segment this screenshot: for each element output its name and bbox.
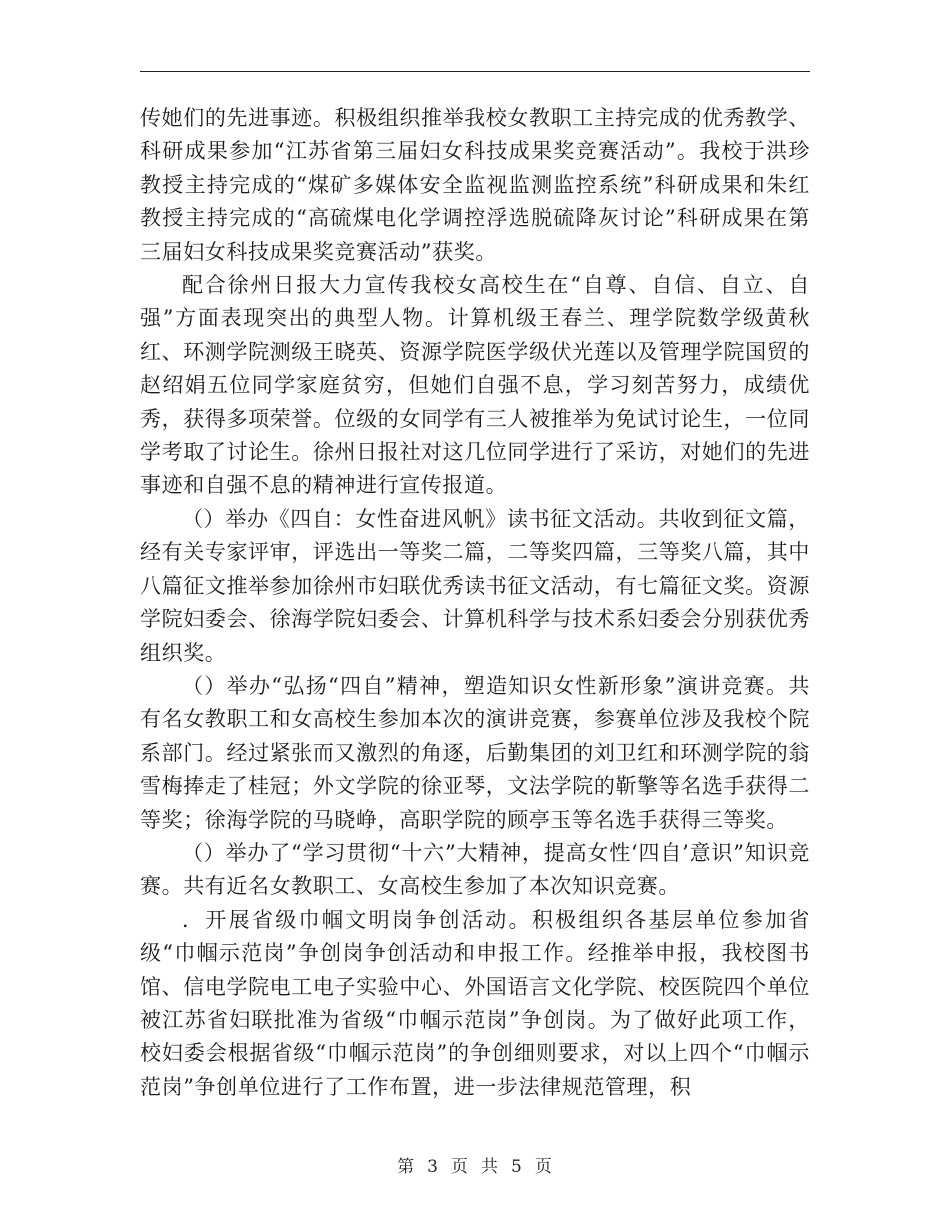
paragraph-speech-contest: （）举办“弘扬“四自”精神，塑造知识女性新形象”演讲竞赛。共有名女教职工和女高校生参加本次的演讲竞赛，参赛单位涉及我校个院系部门。经过紧张而又激烈的角逐，后勤集团的刘卫红和环测学院的翁雪梅捧走了桂冠；外文学院的徐亚琴，文法学院的靳擎等名选手获得二等奖；徐海学院的马晓峥，高职学院的顾亭玉等名选手获得三等奖。 xyxy=(140,673,810,832)
paragraph-essay-contest: （）举办《四自：女性奋进风帆》读书征文活动。共收到征文篇，经有关专家评审，评选出一等奖二篇，二等奖四篇，三等奖八篇，其中八篇征文推举参加徐州市妇联优秀读书征文活动，有七篇征文奖。资源学院妇委会、徐海学院妇委会、计算机科学与技术系妇委会分别获优秀组织奖。 xyxy=(140,506,810,665)
footer-total-pages: 5 xyxy=(511,1157,523,1177)
header-rule xyxy=(140,71,810,72)
paragraph-xuzhou-daily: 配合徐州日报大力宣传我校女高校生在“自尊、自信、自立、自强”方面表现突出的典型人物。计算机级王春兰、理学院数学级黄秋红、环测学院测级王晓英、资源学院医学级伏光莲以及管理学院国贸的赵绍娟五位同学家庭贫穷，但她们自强不息，学习刻苦努力，成绩优秀，获得多项荣誉。位级的女同学有三人被推举为免试讨论生，一位同学考取了讨论生。徐州日报社对这几位同学进行了采访，对她们的先进事迹和自强不息的精神进行宣传报道。 xyxy=(140,273,810,498)
footer-label-total: 共 xyxy=(481,1157,499,1177)
page-footer xyxy=(0,1152,950,1177)
paragraph-knowledge-contest: （）举办了“学习贯彻“十六”大精神，提高女性‘四自’意识”知识竞赛。共有近名女教职工、女高校生参加了本次知识竞赛。 xyxy=(140,840,810,899)
footer-label-total-unit: 页 xyxy=(534,1157,553,1177)
footer-page-number: 3 xyxy=(427,1157,439,1177)
paragraph-continuation: 传她们的先进事迹。积极组织推举我校女教职工主持完成的优秀教学、科研成果参加“江苏省第三届妇女科技成果奖竞赛活动”。我校于洪珍教授主持完成的“煤矿多媒体安全监视监测监控系统”科研成果和朱红教授主持完成的“高硫煤电化学调控浮选脱硫降灰讨论”科研成果在第三届妇女科技成果奖竞赛活动”获奖。 xyxy=(140,106,810,264)
document-body xyxy=(140,102,810,1104)
footer-label-page: 第 xyxy=(397,1157,416,1177)
paragraph-model-post: ．开展省级巾帼文明岗争创活动。积极组织各基层单位参加省级“巾帼示范岗”争创岗争创活动和申报工作。经推举申报，我校图书馆、信电学院电工电子实验中心、外国语言文化学院、校医院四个单位被江苏省妇联批准为省级“巾帼示范岗”争创岗。为了做好此项工作，校妇委会根据省级“巾帼示范岗”的争创细则要求，对以上四个“巾帼示范岗”争创单位进行了工作布置，进一步法律规范管理，积 xyxy=(140,907,810,1099)
footer-label-page-unit: 页 xyxy=(451,1157,469,1177)
